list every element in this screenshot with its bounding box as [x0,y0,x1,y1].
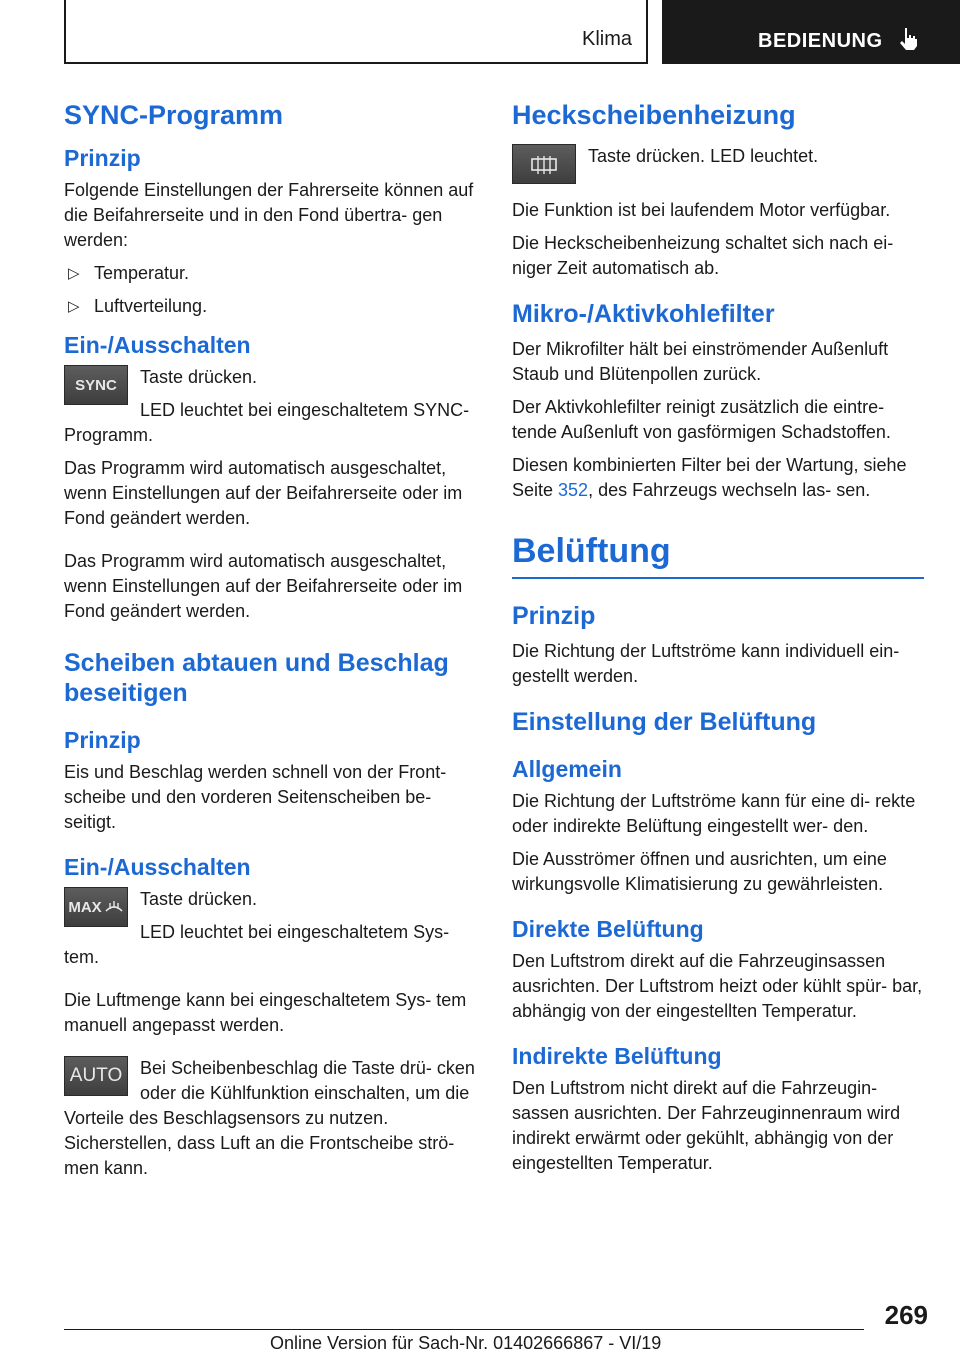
general-paragraph-2: Die Ausströmer öffnen und ausrichten, um eine wirkungsvolle Klimatisierung zu gewährleisten. [512,849,887,894]
defrost-prinzip-text: Eis und Beschlag werden schnell von der Front- scheibe und den vorderen Seitenscheiben be- seitigt. [64,762,447,832]
list-item: ▷ Luftverteilung. [64,294,476,319]
triangle-bullet-icon: ▷ [68,298,80,315]
indirect-paragraph: Den Luftstrom nicht direkt auf die Fahrzeugin- sassen ausrichten. Der Fahrzeuginnenraum wird indirekt erwärmt oder gekühlt, abhängig von der eingestellten Temperatur. [512,1078,901,1173]
indirect-heading: Indirekte Belüftung [512,1043,722,1069]
header-chapter-box [662,0,960,64]
sync-instruction [64,365,476,448]
filter-title: Mikro-/Aktivkohlefilter [512,300,775,328]
filter-paragraph-1: Der Mikrofilter hält bei einströmender Außenluft Staub und Blütenpollen zurück. [512,339,889,384]
max-instruction [64,887,476,970]
rear-paragraph-2: Die Heckscheibenheizung schaltet sich nach ei- niger Zeit automatisch ab. [512,233,894,278]
header-left-box [64,0,648,64]
auto-button-icon: AUTO [64,1056,128,1096]
general-heading: Allgemein [512,756,622,782]
sync-prinzip-heading: Prinzip [64,145,141,171]
vent-prinzip-text: Die Richtung der Luftströme kann individuell ein- gestellt werden. [512,641,900,686]
defrost-paragraph-2: Bei Scheibenbeschlag die Taste drü- cken oder die Kühlfunktion einschalten, um die Vorteile des Beschlagsensors zu nutzen. Sicherstellen, dass Luft an die Frontscheibe strö- men kann. [64,1058,475,1178]
rear-heating-title: Heckscheibenheizung [512,100,796,130]
footer-divider [64,1329,864,1330]
vent-title-block [512,531,924,579]
hand-pointer-icon [896,26,922,52]
right-column [512,100,924,1184]
sync-press-text: Taste drücken. [140,367,258,387]
direct-heading: Direkte Belüftung [512,916,704,942]
setting-title: Einstellung der Belüftung [512,708,817,736]
section-title: Klima [581,28,632,50]
general-paragraph-1: Die Richtung der Luftströme kann für eine di- rekte oder indirekte Belüftung eingestellt wer- den. [512,791,916,836]
sync-list [64,261,476,319]
sync-prinzip-text: Folgende Einstellungen der Fahrerseite können auf die Beifahrerseite und in den Fond übertra- gen werden: [64,180,474,250]
filter-paragraph-3: Diesen kombinierten Filter bei der Wartung, siehe Seite 352, des Fahrzeugs wechseln las- sen. [512,455,907,500]
list-item: ▷ Temperatur. [64,261,476,286]
vent-title: Belüftung [512,532,671,570]
sync-onoff-heading: Ein-/Ausschalten [64,332,251,358]
sync-button-icon: SYNC [64,365,128,405]
defrost-paragraph-1: Die Luftmenge kann bei eingeschaltetem Sys- tem manuell angepasst werden. [64,990,467,1035]
windshield-heat-icon [104,899,124,915]
defrost-prinzip-heading: Prinzip [64,727,141,753]
page-number: 269 [884,1300,928,1330]
footer-text: Online Version für Sach-Nr. 01402666867 - VI/19 [270,1333,662,1353]
direct-paragraph: Den Luftstrom direkt auf die Fahrzeuginsassen ausrichten. Der Luftstrom heizt oder kühlt spür- bar, abhängig von der eingestellten Temperatur. [512,951,923,1021]
vent-prinzip-heading: Prinzip [512,602,596,630]
defrost-onoff-heading: Ein-/Ausschalten [64,854,251,880]
rear-window-heat-icon [529,154,559,174]
defrost-press-text: Taste drücken. [140,889,258,909]
sync-title: SYNC-Programm [64,100,284,130]
rear-press-text: Taste drücken. LED leuchtet. [588,146,819,166]
rear-instruction [512,144,924,169]
chapter-title: BEDIENUNG [758,30,883,52]
max-defrost-button-icon: MAX [64,887,128,927]
sync-paragraph-1: Das Programm wird automatisch ausgeschaltet, wenn Einstellungen auf der Beifahrerseite oder im Fond geändert werden. [64,458,463,528]
rear-window-heat-button-icon [512,144,576,184]
defrost-led-text: LED leuchtet bei eingeschaltetem Sys- tem. [64,922,450,967]
defrost-title: Scheiben abtauen und Beschlag beseitigen [64,649,449,707]
sync-led-text: LED leuchtet bei eingeschaltetem SYNC-Programm. [64,400,470,445]
left-column [64,100,476,1189]
page-link[interactable]: 352 [558,480,589,500]
filter-paragraph-2: Der Aktivkohlefilter reinigt zusätzlich die eintre- tende Außenluft von gasförmigen Schadstoffen. [512,397,891,442]
sync-paragraph-2: Das Programm wird automatisch ausgeschaltet, wenn Einstellungen auf der Beifahrerseite oder im Fond geändert werden. [64,551,463,621]
triangle-bullet-icon: ▷ [68,265,80,282]
rear-paragraph-1: Die Funktion ist bei laufendem Motor verfügbar. [512,200,891,220]
auto-instruction [64,1056,476,1181]
